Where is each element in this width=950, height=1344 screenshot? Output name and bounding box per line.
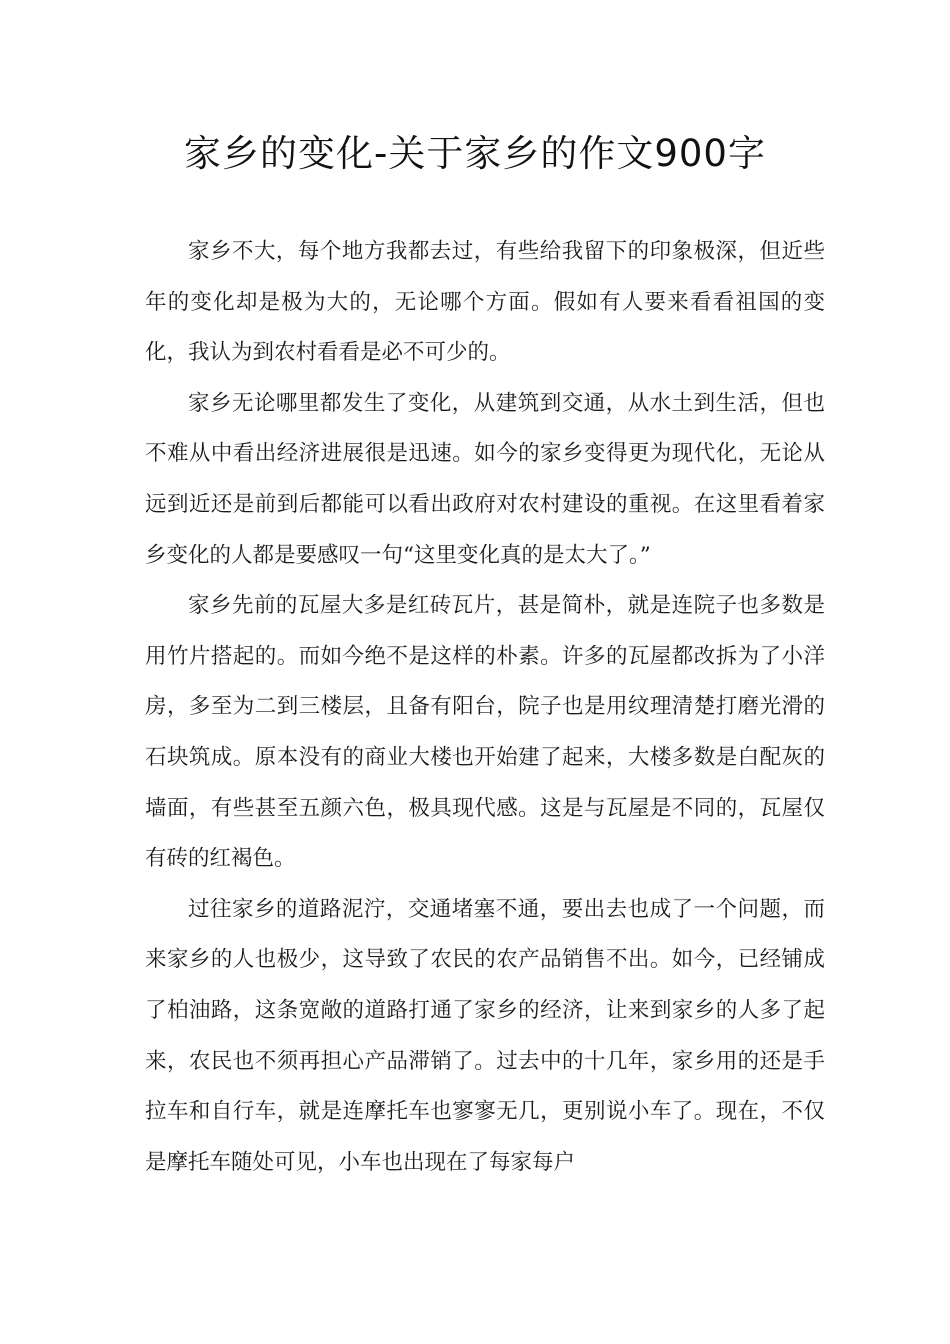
paragraph-3: 家乡先前的瓦屋大多是红砖瓦片，甚是简朴，就是连院子也多数是用竹片搭起的。而如今绝不是这样的朴素。许多的瓦屋都改拆为了小洋房，多至为二到三楼层，且备有阳台，院子也是用纹理清楚打磨光滑的石块筑成。原本没有的商业大楼也开始建了起来，大楼多数是白配灰的墙面，有些甚至五颜六色，极具现代感。这是与瓦屋是不同的，瓦屋仅有砖的红褐色。 [145, 593, 825, 872]
paragraph-4: 过往家乡的道路泥泞，交通堵塞不通，要出去也成了一个问题，而来家乡的人也极少，这导致了农民的农产品销售不出。如今，已经铺成了柏油路，这条宽敞的道路打通了家乡的经济，让来到家乡的人多了起来，农民也不须再担心产品滞销了。过去中的十几年，家乡用的还是手拉车和自行车，就是连摩托车也寥寥无几，更别说小车了。现在，不仅是摩托车随处可见，小车也出现在了每家每户 [145, 896, 825, 1175]
paragraph-2: 家乡无论哪里都发生了变化，从建筑到交通，从水土到生活，但也不难从中看出经济进展很是迅速。如今的家乡变得更为现代化，无论从远到近还是前到后都能可以看出政府对农村建设的重视。在这里看着家乡变化的人都是要感叹一句“这里变化真的是太大了。” [145, 390, 825, 568]
paragraph-1: 家乡不大，每个地方我都去过，有些给我留下的印象极深，但近些年的变化却是极为大的，无论哪个方面。假如有人要来看看祖国的变化，我认为到农村看看是必不可少的。 [145, 239, 825, 366]
document-body [145, 227, 825, 1188]
document-title: 家乡的变化-关于家乡的作文900字 [184, 132, 766, 175]
